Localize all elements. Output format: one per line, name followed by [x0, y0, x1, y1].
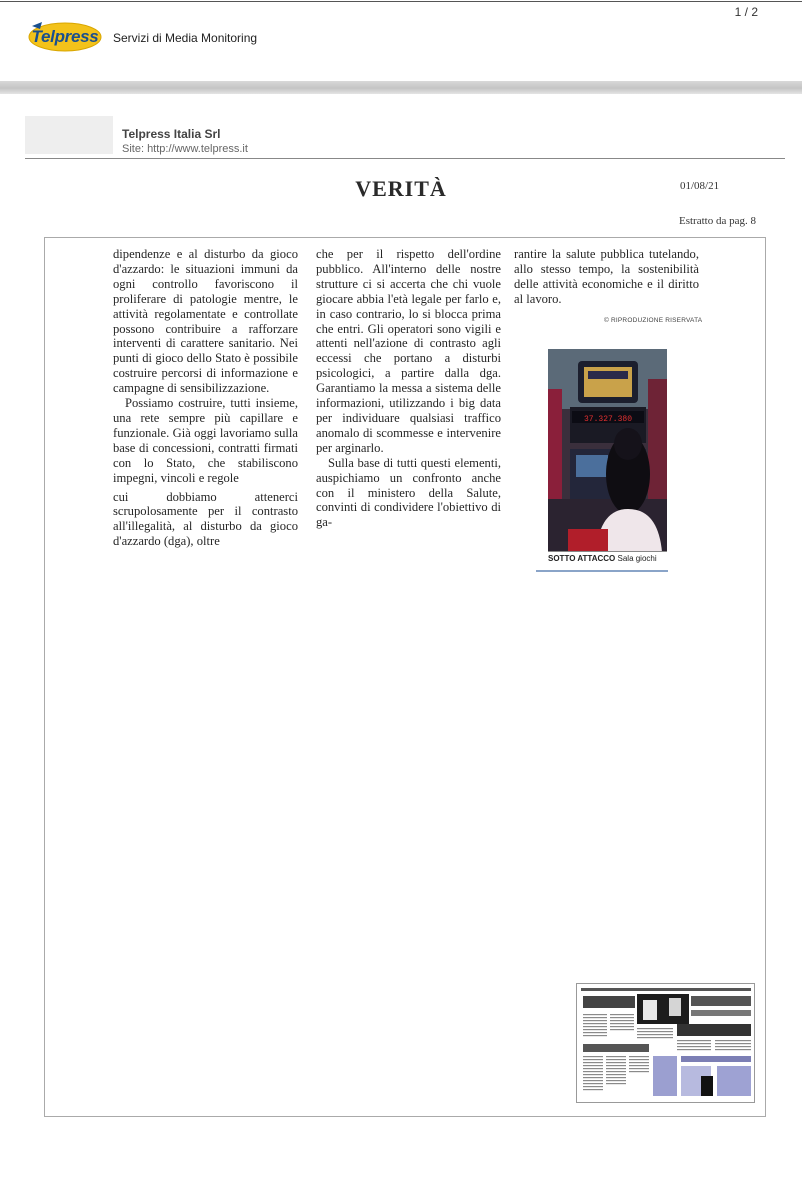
copyright-notice: © RIPRODUZIONE RISERVATA: [604, 317, 703, 324]
article-paragraph: Possiamo costruire, tutti insieme, una rete sempre più capillare e funzionale. Già oggi lavoriamo sulla base di concessioni, contratti firmati con lo Stato, che stabiliscono impegni, vincoli e regole: [113, 396, 298, 485]
article-paragraph: che per il rispetto dell'ordine pubblico. All'interno delle nostre strutture ci si accerta che chi vuole giocare abbia l'età legale per farlo e, in caso contrario, lo si blocca prima che entri. Gli operatori sono vigili e attenti nell'azione di contrasto agli eccessi che portano a disturbi psicologici, a partire dalla dga. Garantiamo la messa a sistema delle informazioni, utilizzando i big data per individuare qualsiasi traffico anomalo di scommesse e intervenire per arginarlo.: [316, 247, 501, 455]
article-photo: [548, 349, 667, 552]
slot-machine-photo-icon: [548, 349, 667, 552]
page-indicator: 1 / 2: [734, 5, 758, 19]
article-paragraph: cui dobbiamo attenerci scrupolosamente per il contrasto all'illegalità, al disturbo da gioco d'azzardo (dga), oltre: [113, 489, 298, 549]
extract-page: Estratto da pag. 8: [679, 215, 756, 227]
caption-divider: [548, 551, 667, 552]
telpress-logo: [28, 20, 102, 52]
article-paragraph: rantire la salute pubblica tutelando, allo stesso tempo, la sostenibilità delle attività economiche e il diritto al lavoro.: [514, 247, 699, 306]
publication-date: 01/08/21: [680, 180, 720, 192]
article-paragraph: Sulla base di tutti questi elementi, auspichiamo un confronto anche con il ministero della Salute, convinti di condividere l'obiettivo di ga-: [316, 455, 501, 530]
photo-caption: [548, 554, 657, 563]
article-column-2: [316, 247, 501, 530]
newspaper-page-thumbnail-icon: [577, 984, 755, 1103]
svg-text:37.327.380: 37.327.380: [583, 415, 633, 424]
article-paragraph: dipendenze e al disturbo da gioco d'azzardo: le situazioni immuni da ogni controllo favoriscono il proliferare di patologie mentre, le attività regolamentate e controllate possono contribuire a rafforzare interventi di carattere sanitario. Nei punti di gioco dello Stato è possibile costruire percorsi di informazione e campagne di sensibilizzazione.: [113, 247, 298, 396]
newspaper-masthead: VERITÀ: [355, 176, 447, 201]
caption-title: SOTTO ATTACCO: [548, 554, 616, 563]
company-site: Site: http://www.telpress.it: [122, 143, 248, 155]
company-name: Telpress Italia Srl: [122, 127, 221, 141]
header-band: [0, 81, 802, 94]
service-tagline: Servizi di Media Monitoring: [113, 31, 258, 45]
top-rule: [0, 1, 802, 2]
article-column-1: [113, 247, 298, 549]
caption-underline: [536, 570, 668, 572]
caption-text: Sala giochi: [617, 554, 657, 563]
company-logo-placeholder: [25, 116, 113, 154]
logo-text: Telpress: [31, 27, 99, 46]
company-divider: [25, 158, 785, 159]
article-column-3: [514, 247, 699, 307]
page-thumbnail[interactable]: [576, 983, 755, 1103]
